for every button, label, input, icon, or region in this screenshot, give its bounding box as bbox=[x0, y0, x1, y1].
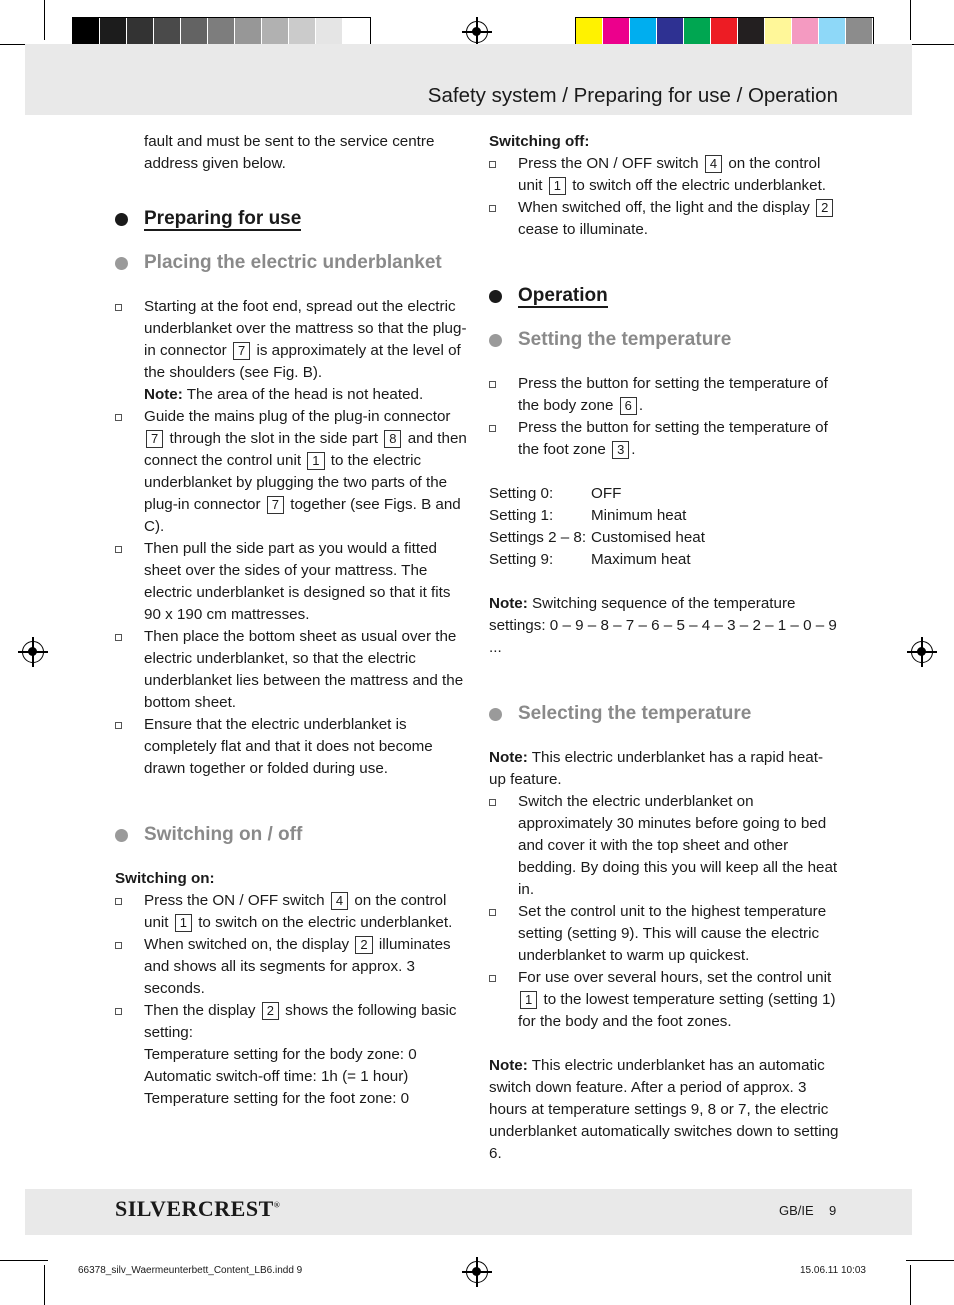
language-code: GB/IE bbox=[779, 1203, 814, 1218]
list-item: Set the control unit to the highest temperature setting (setting 9). This will cause the electric underblanket to warm up quickest. bbox=[489, 901, 839, 967]
table-row: Setting 1: Minimum heat bbox=[489, 507, 687, 524]
list-item: Press the ON / OFF switch 4 on the control unit 1 to switch on the electric underblanket. bbox=[115, 890, 468, 934]
heading-preparing: Preparing for use bbox=[115, 208, 468, 230]
color-swatch bbox=[100, 18, 127, 46]
list-item: Starting at the foot end, spread out the electric underblanket over the mattress so that the plug-in connector 7 is approximately at the level of the shoulders (see Fig. B). Note: The area of the head is not heated. bbox=[115, 296, 468, 406]
color-swatch bbox=[657, 18, 684, 46]
switching-on-label: Switching on: bbox=[115, 870, 215, 887]
list-item: Switch the electric underblanket on approximately 30 minutes before going to bed and cover it with the top sheet and other bedding. By doing this you will keep all the heat in. bbox=[489, 791, 839, 901]
heading-operation: Operation bbox=[489, 285, 839, 307]
list-item: Press the button for setting the temperature of the foot zone 3 . bbox=[489, 417, 839, 461]
registration-mark-icon bbox=[911, 641, 933, 663]
intro-text: fault and must be sent to the service centre address given below. bbox=[144, 133, 435, 172]
list-item: Guide the mains plug of the plug-in connector 7 through the slot in the side part 8 and then connect the control unit 1 to the electric underblanket by plugging the two parts of the plug-in connector 7 together (see Figs. B and C). bbox=[115, 406, 468, 538]
color-swatch bbox=[262, 18, 289, 46]
color-swatch bbox=[235, 18, 262, 46]
bullet-dot-icon bbox=[115, 257, 128, 270]
checkbox-bullet-icon bbox=[115, 414, 122, 421]
color-swatch bbox=[603, 18, 630, 46]
color-swatch bbox=[73, 18, 100, 46]
color-swatch bbox=[576, 18, 603, 46]
crop-mark bbox=[910, 1265, 911, 1305]
checkbox-bullet-icon bbox=[115, 722, 122, 729]
checkbox-bullet-icon bbox=[115, 546, 122, 553]
list-item: Then the display 2 shows the following basic setting: Temperature setting for the body zone: 0 Automatic switch-off time: 1h (= 1 hour) Temperature setting for the foot zone: 0 bbox=[115, 1000, 468, 1110]
heading-switching: Switching on / off bbox=[115, 824, 468, 846]
checkbox-bullet-icon bbox=[489, 381, 496, 388]
page-number: 9 bbox=[829, 1203, 837, 1218]
list-item: When switched off, the light and the display 2 cease to illuminate. bbox=[489, 197, 839, 241]
list-item: When switched on, the display 2 illuminates and shows all its segments for approx. 3 seconds. bbox=[115, 934, 468, 1000]
color-swatch bbox=[738, 18, 765, 46]
color-swatch bbox=[289, 18, 316, 46]
crop-mark bbox=[0, 1260, 48, 1261]
note-sequence: Note: Switching sequence of the temperature settings: 0 – 9 – 8 – 7 – 6 – 5 – 4 – 3 – 2 – 1 – 0 – 9 ... bbox=[489, 595, 837, 656]
grayscale-color-bar bbox=[72, 17, 371, 47]
bullet-dot-icon bbox=[115, 213, 128, 226]
checkbox-bullet-icon bbox=[115, 634, 122, 641]
settings-table bbox=[489, 483, 705, 571]
checkbox-bullet-icon bbox=[115, 1008, 122, 1015]
bullet-dot-icon bbox=[489, 290, 502, 303]
color-swatch bbox=[208, 18, 235, 46]
checkbox-bullet-icon bbox=[489, 975, 496, 982]
registration-mark-icon bbox=[22, 641, 44, 663]
color-swatch bbox=[765, 18, 792, 46]
color-swatch bbox=[343, 18, 370, 46]
switching-off-label: Switching off: bbox=[489, 133, 590, 150]
color-swatch bbox=[154, 18, 181, 46]
list-item: For use over several hours, set the control unit 1 to the lowest temperature setting (setting 1) for the body and the foot zones. bbox=[489, 967, 839, 1033]
slug-filename: 66378_silv_Waermeunterbett_Content_LB6.indd 9 bbox=[78, 1265, 303, 1276]
table-row: Settings 2 – 8: Customised heat bbox=[489, 529, 705, 546]
crop-mark bbox=[44, 1265, 45, 1305]
list-item: Then place the bottom sheet as usual over the electric underblanket, so that the electric underblanket lies between the mattress and the bottom sheet. bbox=[115, 626, 468, 714]
heading-selecting-temperature: Selecting the temperature bbox=[489, 703, 839, 725]
color-swatch bbox=[684, 18, 711, 46]
table-row: Setting 0: OFF bbox=[489, 485, 622, 502]
bullet-dot-icon bbox=[489, 708, 502, 721]
color-swatch bbox=[630, 18, 657, 46]
registration-mark-icon bbox=[466, 1261, 488, 1283]
color-swatch bbox=[792, 18, 819, 46]
crop-mark bbox=[910, 0, 911, 40]
checkbox-bullet-icon bbox=[115, 942, 122, 949]
crop-mark bbox=[44, 0, 45, 40]
list-item: Ensure that the electric underblanket is completely flat and that it does not become drawn together or folded during use. bbox=[115, 714, 468, 780]
table-row: Setting 9: Maximum heat bbox=[489, 551, 691, 568]
right-column bbox=[489, 131, 839, 1165]
note-rapid: Note: This electric underblanket has a rapid heat-up feature. bbox=[489, 749, 824, 788]
color-swatch bbox=[711, 18, 738, 46]
bullet-dot-icon bbox=[489, 334, 502, 347]
checkbox-bullet-icon bbox=[489, 425, 496, 432]
left-column bbox=[115, 131, 468, 1110]
bullet-dot-icon bbox=[115, 829, 128, 842]
checkbox-bullet-icon bbox=[489, 205, 496, 212]
color-swatch bbox=[181, 18, 208, 46]
color-swatch bbox=[846, 18, 873, 46]
checkbox-bullet-icon bbox=[489, 161, 496, 168]
list-item: Press the button for setting the temperature of the body zone 6 . bbox=[489, 373, 839, 417]
list-item: Then pull the side part as you would a fitted sheet over the sides of your mattress. The electric underblanket is designed so that it fits 90 x 190 cm mattresses. bbox=[115, 538, 468, 626]
note-auto: Note: This electric underblanket has an automatic switch down feature. After a period of approx. 3 hours at temperature settings 9, 8 or 7, the electric underblanket automatically switches down to setting 6. bbox=[489, 1057, 839, 1162]
list-item: Press the ON / OFF switch 4 on the control unit 1 to switch off the electric underblanket. bbox=[489, 153, 839, 197]
heading-setting-temperature: Setting the temperature bbox=[489, 329, 839, 351]
checkbox-bullet-icon bbox=[115, 898, 122, 905]
process-color-bar bbox=[575, 17, 874, 47]
color-swatch bbox=[819, 18, 846, 46]
crop-mark bbox=[906, 1260, 954, 1261]
color-swatch bbox=[316, 18, 343, 46]
crop-mark bbox=[906, 44, 954, 45]
checkbox-bullet-icon bbox=[115, 304, 122, 311]
checkbox-bullet-icon bbox=[489, 909, 496, 916]
brand-logo: SILVERCREST® bbox=[115, 1196, 281, 1221]
heading-placing: Placing the electric underblanket bbox=[115, 252, 468, 274]
slug-timestamp: 15.06.11 10:03 bbox=[800, 1265, 866, 1276]
registration-mark-icon bbox=[466, 21, 488, 43]
page-title: Safety system / Preparing for use / Operation bbox=[427, 84, 838, 107]
color-swatch bbox=[127, 18, 154, 46]
checkbox-bullet-icon bbox=[489, 799, 496, 806]
